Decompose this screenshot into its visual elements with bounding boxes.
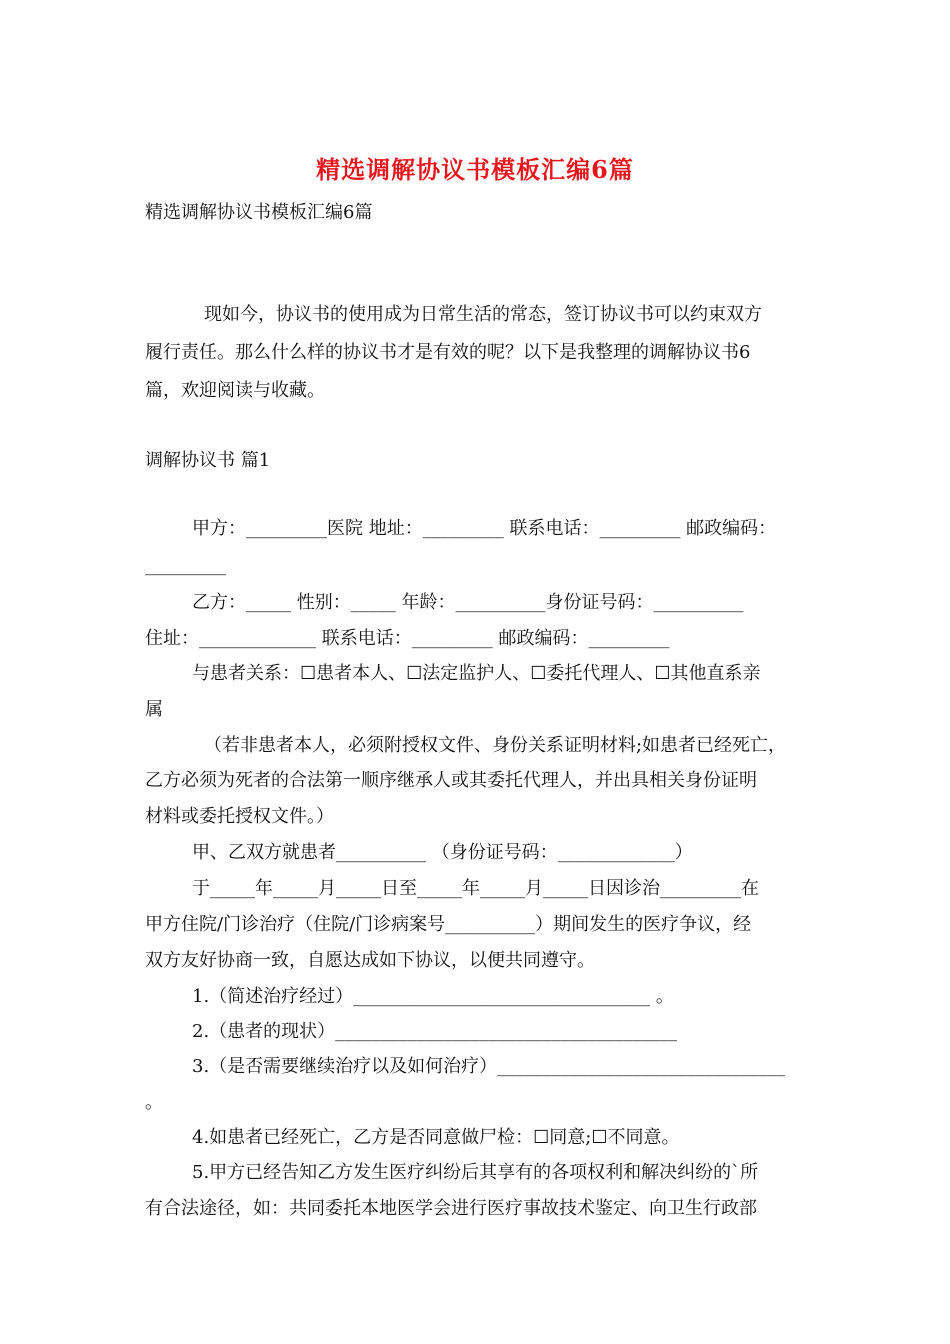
document-subtitle: 精选调解协议书模板汇编6篇 — [145, 202, 373, 223]
party-a-line-1: 甲方：_________医院 地址：_________ 联系电话：_________ 邮政编码： — [192, 518, 777, 539]
note-line-1: （若非患者本人，必须附授权文件、身份关系证明材料;如患者已经死亡， — [204, 735, 787, 756]
item-2: 2.（患者的现状）______________________________________ — [192, 1021, 678, 1042]
intro-line-3: 篇，欢迎阅读与收藏。 — [145, 380, 325, 401]
section-heading: 调解协议书 篇1 — [145, 450, 271, 471]
relation-line-2: 属 — [145, 699, 163, 720]
item-5-line-2: 有合法途径，如：共同委托本地医学会进行医疗事故技术鉴定、向卫生行政部 — [145, 1198, 757, 1219]
note-line-2: 乙方必须为死者的合法第一顺序继承人或其委托代理人，并出具相关身份证明 — [145, 770, 757, 791]
patient-line: 甲、乙双方就患者__________ （身份证号码：_____________） — [192, 842, 693, 863]
item-3-line-1: 3.（是否需要继续治疗以及如何治疗）________________________________ — [192, 1056, 786, 1077]
intro-line-1: 现如今，协议书的使用成为日常生活的常态，签订协议书可以约束双方 — [204, 304, 762, 325]
treatment-line-2: 甲方住院/门诊治疗（住院/门诊病案号__________）期间发生的医疗争议，经 — [145, 914, 752, 935]
document-title: 精选调解协议书模板汇编6篇 — [316, 155, 634, 184]
item-4: 4.如患者已经死亡，乙方是否同意做尸检：☐同意;☐不同意。 — [192, 1127, 680, 1148]
treatment-line-1: 于_____年_____月_____日至_____年_____月_____日因诊治_________在 — [192, 878, 759, 899]
note-line-3: 材料或委托授权文件。） — [145, 806, 334, 827]
party-b-line-2: 住址：_____________ 联系电话：_________ 邮政编码：_________ — [145, 628, 670, 649]
treatment-line-3: 双方友好协商一致，自愿达成如下协议，以便共同遵守。 — [145, 950, 595, 971]
party-b-line-1: 乙方：_____ 性别：_____ 年龄：__________身份证号码：__________ — [192, 592, 744, 613]
item-3-line-2: 。 — [145, 1092, 163, 1113]
item-1: 1.（简述治疗经过）_________________________________ 。 — [192, 986, 674, 1007]
party-a-line-2: _________ — [145, 555, 226, 576]
item-5-line-1: 5.甲方已经告知乙方发生医疗纠纷后其享有的各项权利和解决纠纷的`所 — [192, 1162, 759, 1183]
relation-line-1: 与患者关系：☐患者本人、☐法定监护人、☐委托代理人、☐其他直系亲 — [192, 663, 761, 684]
intro-line-2: 履行责任。那么什么样的协议书才是有效的呢？以下是我整理的调解协议书6 — [145, 342, 751, 363]
